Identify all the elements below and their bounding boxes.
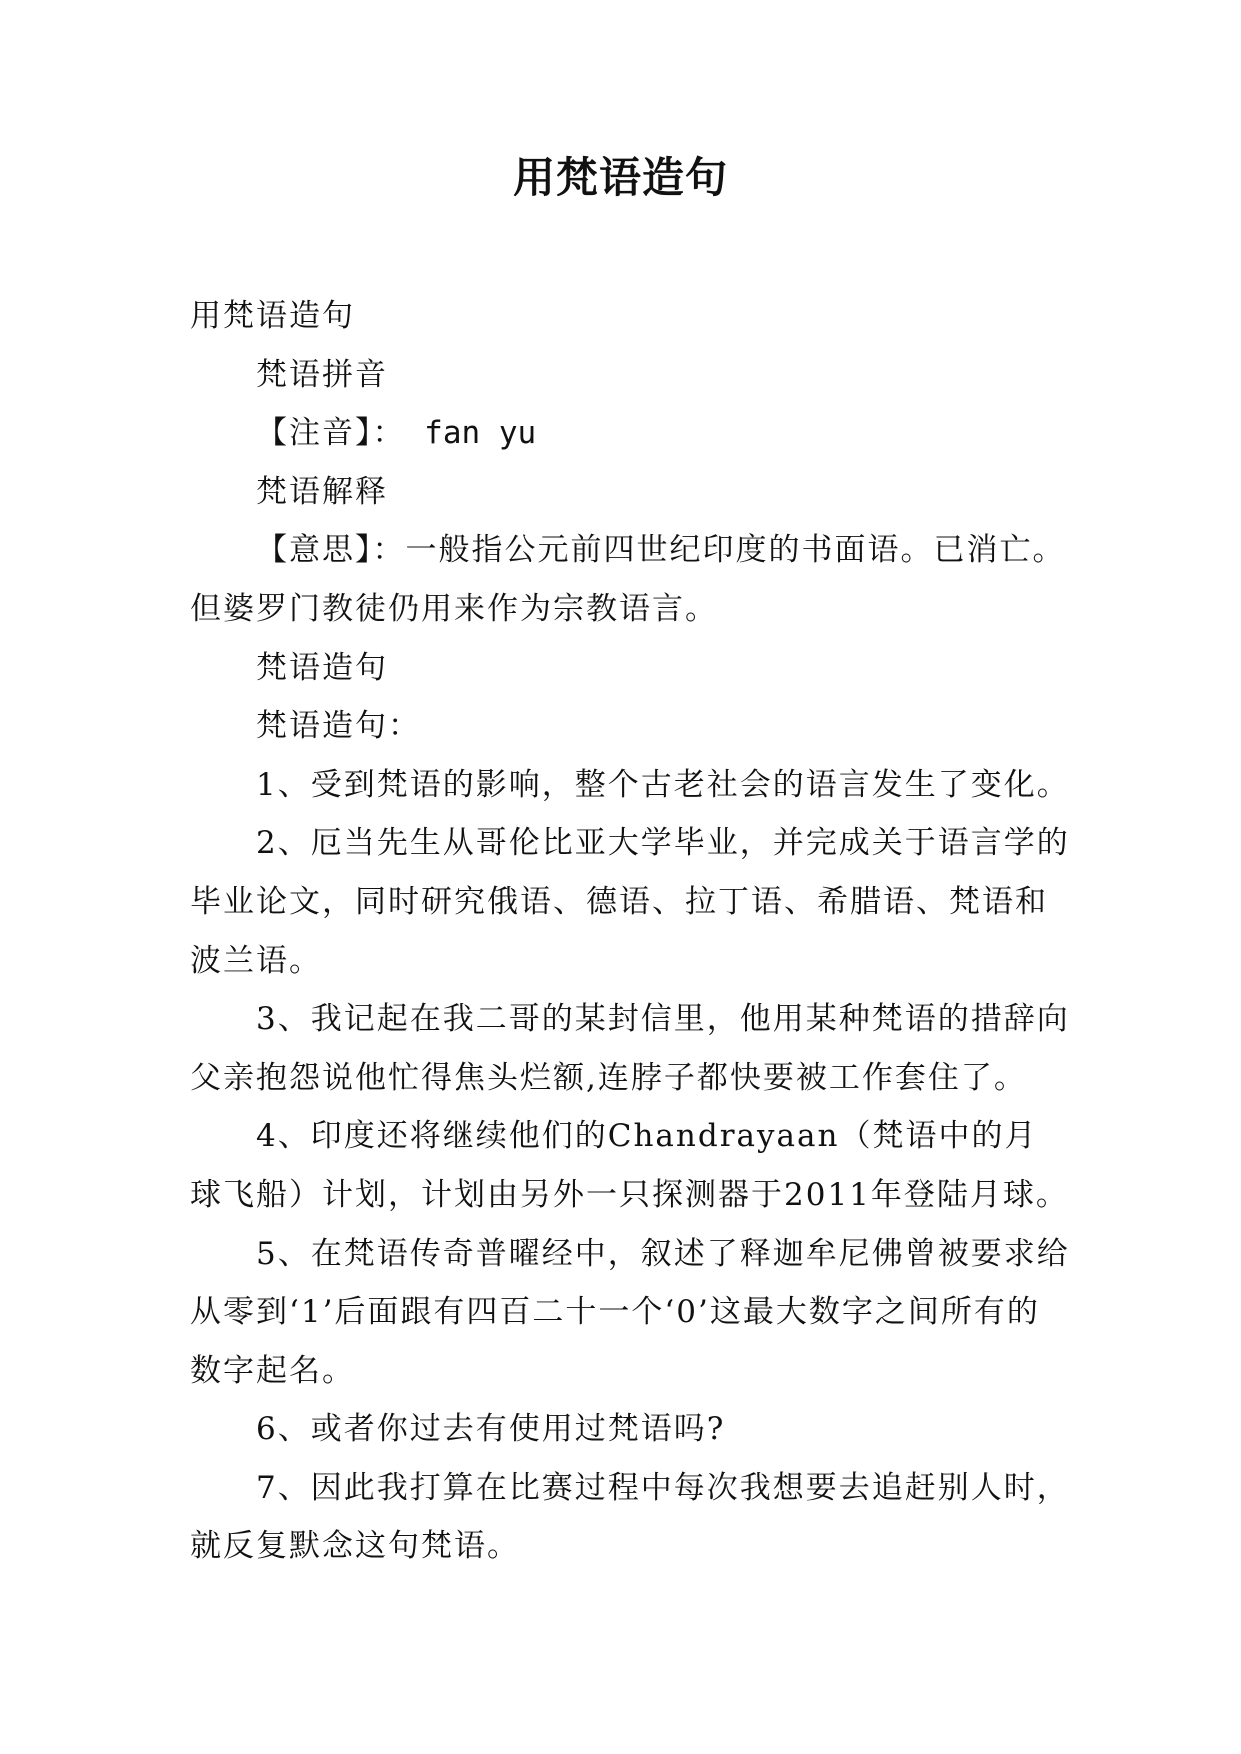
paragraph-explanation-heading: 梵语解释 [256, 473, 388, 510]
paragraph-sentences-intro: 梵语造句： [256, 708, 421, 745]
pronunciation-value: fan yu [405, 415, 537, 452]
paragraph-heading: 用梵语造句 [190, 298, 355, 334]
example-sentence-7: 7、因此我打算在比赛过程中每次我想要去追赶别人时，就反复默念这句梵语。 [190, 1469, 1070, 1565]
paragraph-pronunciation [190, 404, 1070, 463]
paragraph-pinyin-heading: 梵语拼音 [256, 356, 388, 393]
paragraph-sentences-heading: 梵语造句 [256, 649, 388, 686]
example-sentence-1: 1、受到梵语的影响，整个古老社会的语言发生了变化。 [256, 766, 1070, 803]
paragraph-meaning: 【意思】：一般指公元前四世纪印度的书面语。已消亡。但婆罗门教徒仍用来作为宗教语言。 [190, 532, 1066, 627]
example-sentence-5: 5、在梵语传奇普曜经中，叙述了释迦牟尼佛曾被要求给从零到‘1’后面跟有四百二十一个‘0’这最大数字之间所有的数字起名。 [190, 1235, 1070, 1389]
example-sentence-6: 6、或者你过去有使用过梵语吗? [256, 1411, 726, 1448]
example-sentence-2: 2、厄当先生从哥伦比亚大学毕业，并完成关于语言学的毕业论文，同时研究俄语、德语、拉丁语、希腊语、梵语和波兰语。 [190, 825, 1070, 979]
example-sentence-3: 3、我记起在我二哥的某封信里，他用某种梵语的措辞向父亲抱怨说他忙得焦头烂额,连脖子都快要被工作套住了。 [190, 1001, 1070, 1096]
pronunciation-label: 【注音】： [256, 415, 406, 452]
example-sentence-4: 4、印度还将继续他们的Chandrayaan（梵语中的月球飞船）计划，计划由另外一只探测器于2011年登陆月球。 [190, 1118, 1069, 1213]
document-body [190, 287, 1070, 1576]
document-title: 用梵语造句 [512, 153, 728, 202]
